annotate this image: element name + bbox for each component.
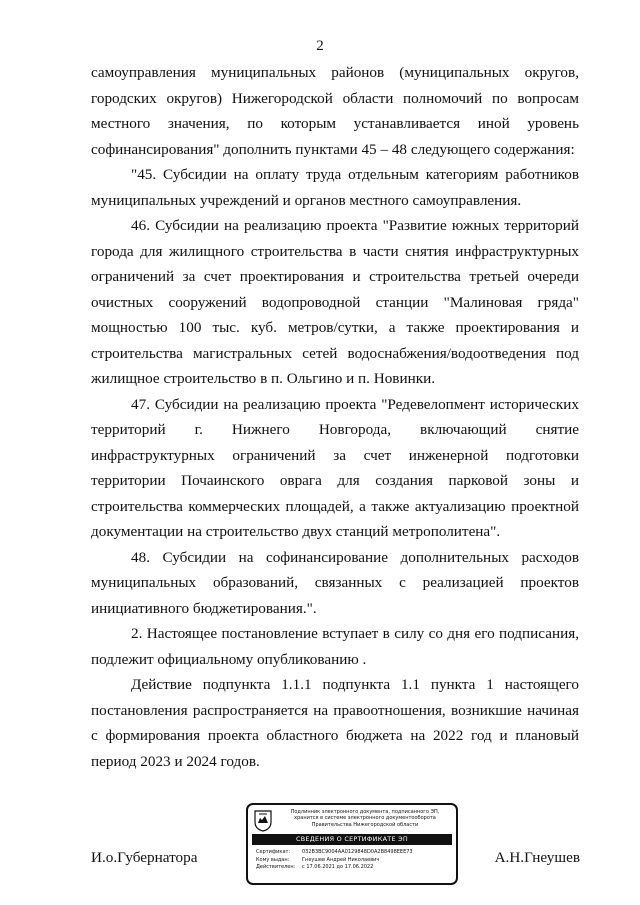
stamp-title-bar: СВЕДЕНИЯ О СЕРТИФИКАТЕ ЭП: [252, 834, 452, 845]
stamp-value: 032B3BC9004AA0129848D0A2B8498EEE73: [302, 849, 413, 855]
paragraph-item-45: "45. Субсидии на оплату труда отдельным категориям работников муниципальных учреждений и органов местного самоуправления.: [91, 166, 579, 209]
paragraph-item-46: 46. Субсидии на реализацию проекта "Развитие южных территорий города для жилищного строительства в части снятия инфраструктурных ограничений за счет проектирования и строительства третьей очереди очистных сооружений водопроводной станции "Малиновая гряда" мощностью 100 тыс. куб. метров/сутки, а также проектирования и строительства магистральных сетей водоснабжения/водоотведения под жилищное строительство в п. Ольгино и п. Новинки.: [91, 217, 579, 387]
signatory-name: А.Н.Гнеушев: [494, 849, 580, 866]
stamp-header: [276, 809, 454, 828]
stamp-key: Действителен:: [256, 864, 296, 870]
document-body: [91, 60, 579, 774]
stamp-key: Сертификат:: [256, 849, 291, 855]
paragraph-item-48: 48. Субсидии на софинансирование дополнительных расходов муниципальных образований, связанных с реализацией проектов инициативного бюджетирования.".: [91, 548, 579, 617]
stamp-row-validity: [256, 864, 452, 872]
stamp-value: Гнеушев Андрей Николаевич: [302, 856, 380, 863]
signatory-title: И.о.Губернатора: [91, 849, 198, 866]
stamp-row-owner: [256, 857, 452, 865]
paragraph-item-47: 47. Субсидии на реализацию проекта "Редевелопмент исторических территорий г. Нижнего Новгорода, включающий снятие инфраструктурных ограничений за счет инженерной подготовки территории Почаинского оврага для создания парковой зоны и строительства коммерческих площадей, а также актуализацию проектной документации на строительство двух станций метрополитена".: [91, 395, 579, 540]
stamp-header-line: Правительства Нижегородской области: [311, 821, 419, 828]
paragraph-item-2: 2. Настоящее постановление вступает в силу со дня его подписания, подлежит официальному опубликованию .: [91, 625, 579, 668]
coat-of-arms-icon: [254, 810, 272, 832]
stamp-row-certificate: [256, 849, 452, 857]
paragraph-effect: Действие подпункта 1.1.1 подпункта 1.1 пункта 1 настоящего постановления распространяется на правоотношения, возникшие начиная с формирования проекта областного бюджета на 2022 год и плановый период 2023 и 2024 годов.: [91, 676, 579, 770]
page-number: 2: [316, 38, 324, 54]
e-signature-stamp: [246, 803, 458, 885]
stamp-certificate-info: [256, 849, 452, 872]
stamp-value: с 17.06.2021 до 17.06.2022: [302, 864, 374, 870]
stamp-header-line: Подлинник электронного документа, подписанного ЭП,: [290, 809, 440, 815]
stamp-key: Кому выдан:: [256, 856, 290, 863]
paragraph-intro: самоуправления муниципальных районов (муниципальных округов, городских округов) Нижегородской области полномочий по вопросам местного значения, по которым устанавливается иной уровень софинансирования" дополнить пунктами 45 – 48 следующего содержания:: [91, 64, 579, 158]
stamp-header-line: хранится в системе электронного документооборота: [294, 815, 436, 822]
